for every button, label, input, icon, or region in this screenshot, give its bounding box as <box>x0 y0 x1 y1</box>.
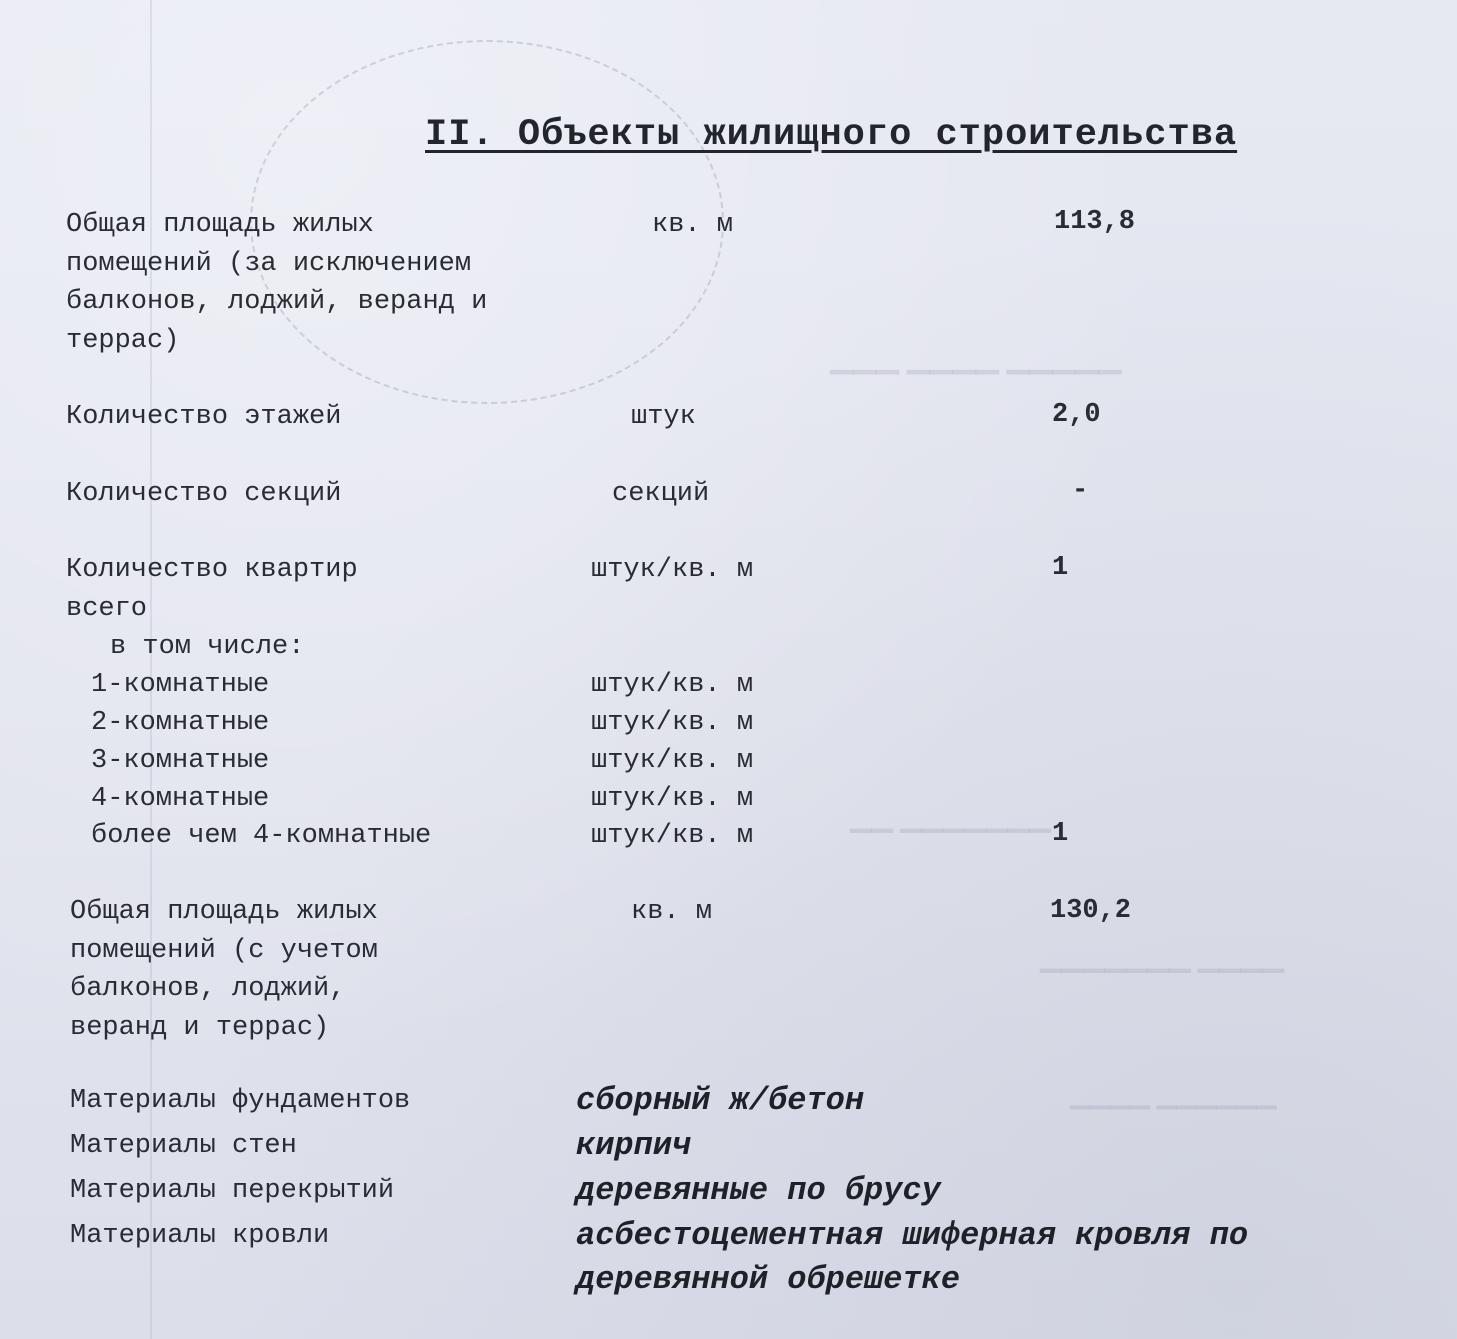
row-total-area-label <box>70 893 378 1047</box>
row-living-area-label <box>66 206 487 360</box>
room-type-unit: штук/кв. м <box>591 784 754 814</box>
material-roof-label: Материалы кровли <box>70 1221 330 1251</box>
room-type-label: 3-комнатные <box>91 746 270 776</box>
including-label: в том числе: <box>110 632 305 662</box>
material-foundation-value: сборный ж/бетон <box>576 1082 865 1119</box>
label-line: террас) <box>66 325 180 356</box>
row-floors-label: Количество этажей <box>66 402 342 432</box>
material-foundation-label: Материалы фундаментов <box>70 1086 411 1116</box>
label-line: помещений (с учетом <box>70 935 378 966</box>
row-floors-value: 2,0 <box>1052 400 1101 430</box>
row-sections-unit: секций <box>612 479 710 509</box>
row-apartments-value: 1 <box>1052 553 1069 583</box>
material-roof-value <box>576 1214 1248 1302</box>
row-living-area-unit: кв. м <box>652 210 734 240</box>
label-line: Общая площадь жилых <box>70 897 378 927</box>
material-roof-line: асбестоцементная шиферная кровля по <box>576 1217 1249 1254</box>
row-total-area-value: 130,2 <box>1050 896 1132 926</box>
row-sections-value: - <box>1072 476 1089 506</box>
show-through-text: ▁▁▁▁ ▁▁▁▁▁▁ <box>1070 1080 1277 1109</box>
row-apartments-label <box>66 551 358 628</box>
section-title: II. Объекты жилищного строительства <box>425 114 1238 156</box>
room-type-unit: штук/кв. м <box>591 821 754 851</box>
row-apartments-unit: штук/кв. м <box>591 555 754 585</box>
show-through-text: ▁▁ ▁▁▁▁▁▁▁ <box>850 802 1051 833</box>
label-line: балконов, лоджий, <box>70 974 346 1004</box>
label-line: всего <box>66 593 148 624</box>
show-through-text: ▁▁▁▁▁▁▁ ▁▁▁▁ <box>1040 942 1284 973</box>
label-line: балконов, лоджий, веранд и <box>66 287 488 317</box>
label-line: Общая площадь жилых <box>66 210 374 240</box>
room-type-label: 1-комнатные <box>91 670 270 700</box>
room-type-unit: штук/кв. м <box>591 670 754 700</box>
label-line: веранд и террас) <box>70 1012 330 1043</box>
label-line: Количество квартир <box>66 555 358 585</box>
room-type-value: 1 <box>1052 819 1069 849</box>
label-line: помещений (за исключением <box>66 248 472 279</box>
room-type-unit: штук/кв. м <box>591 746 754 776</box>
material-roof-line: деревянной обрешетке <box>576 1261 961 1298</box>
row-floors-unit: штук <box>631 402 696 432</box>
material-floors-label: Материалы перекрытий <box>70 1176 395 1206</box>
row-living-area-value: 113,8 <box>1054 207 1136 237</box>
room-type-unit: штук/кв. м <box>591 708 754 738</box>
material-walls-value: кирпич <box>576 1127 692 1164</box>
room-type-label: более чем 4-комнатные <box>91 821 432 851</box>
row-sections-label: Количество секций <box>66 479 342 509</box>
room-type-label: 4-комнатные <box>91 784 270 814</box>
room-type-label: 2-комнатные <box>91 708 270 738</box>
show-through-text: ▁▁▁ ▁▁▁▁ ▁▁▁▁▁ <box>830 341 1122 374</box>
row-total-area-unit: кв. м <box>631 897 713 927</box>
material-floors-value: деревянные по брусу <box>576 1172 941 1209</box>
material-walls-label: Материалы стен <box>70 1131 297 1161</box>
